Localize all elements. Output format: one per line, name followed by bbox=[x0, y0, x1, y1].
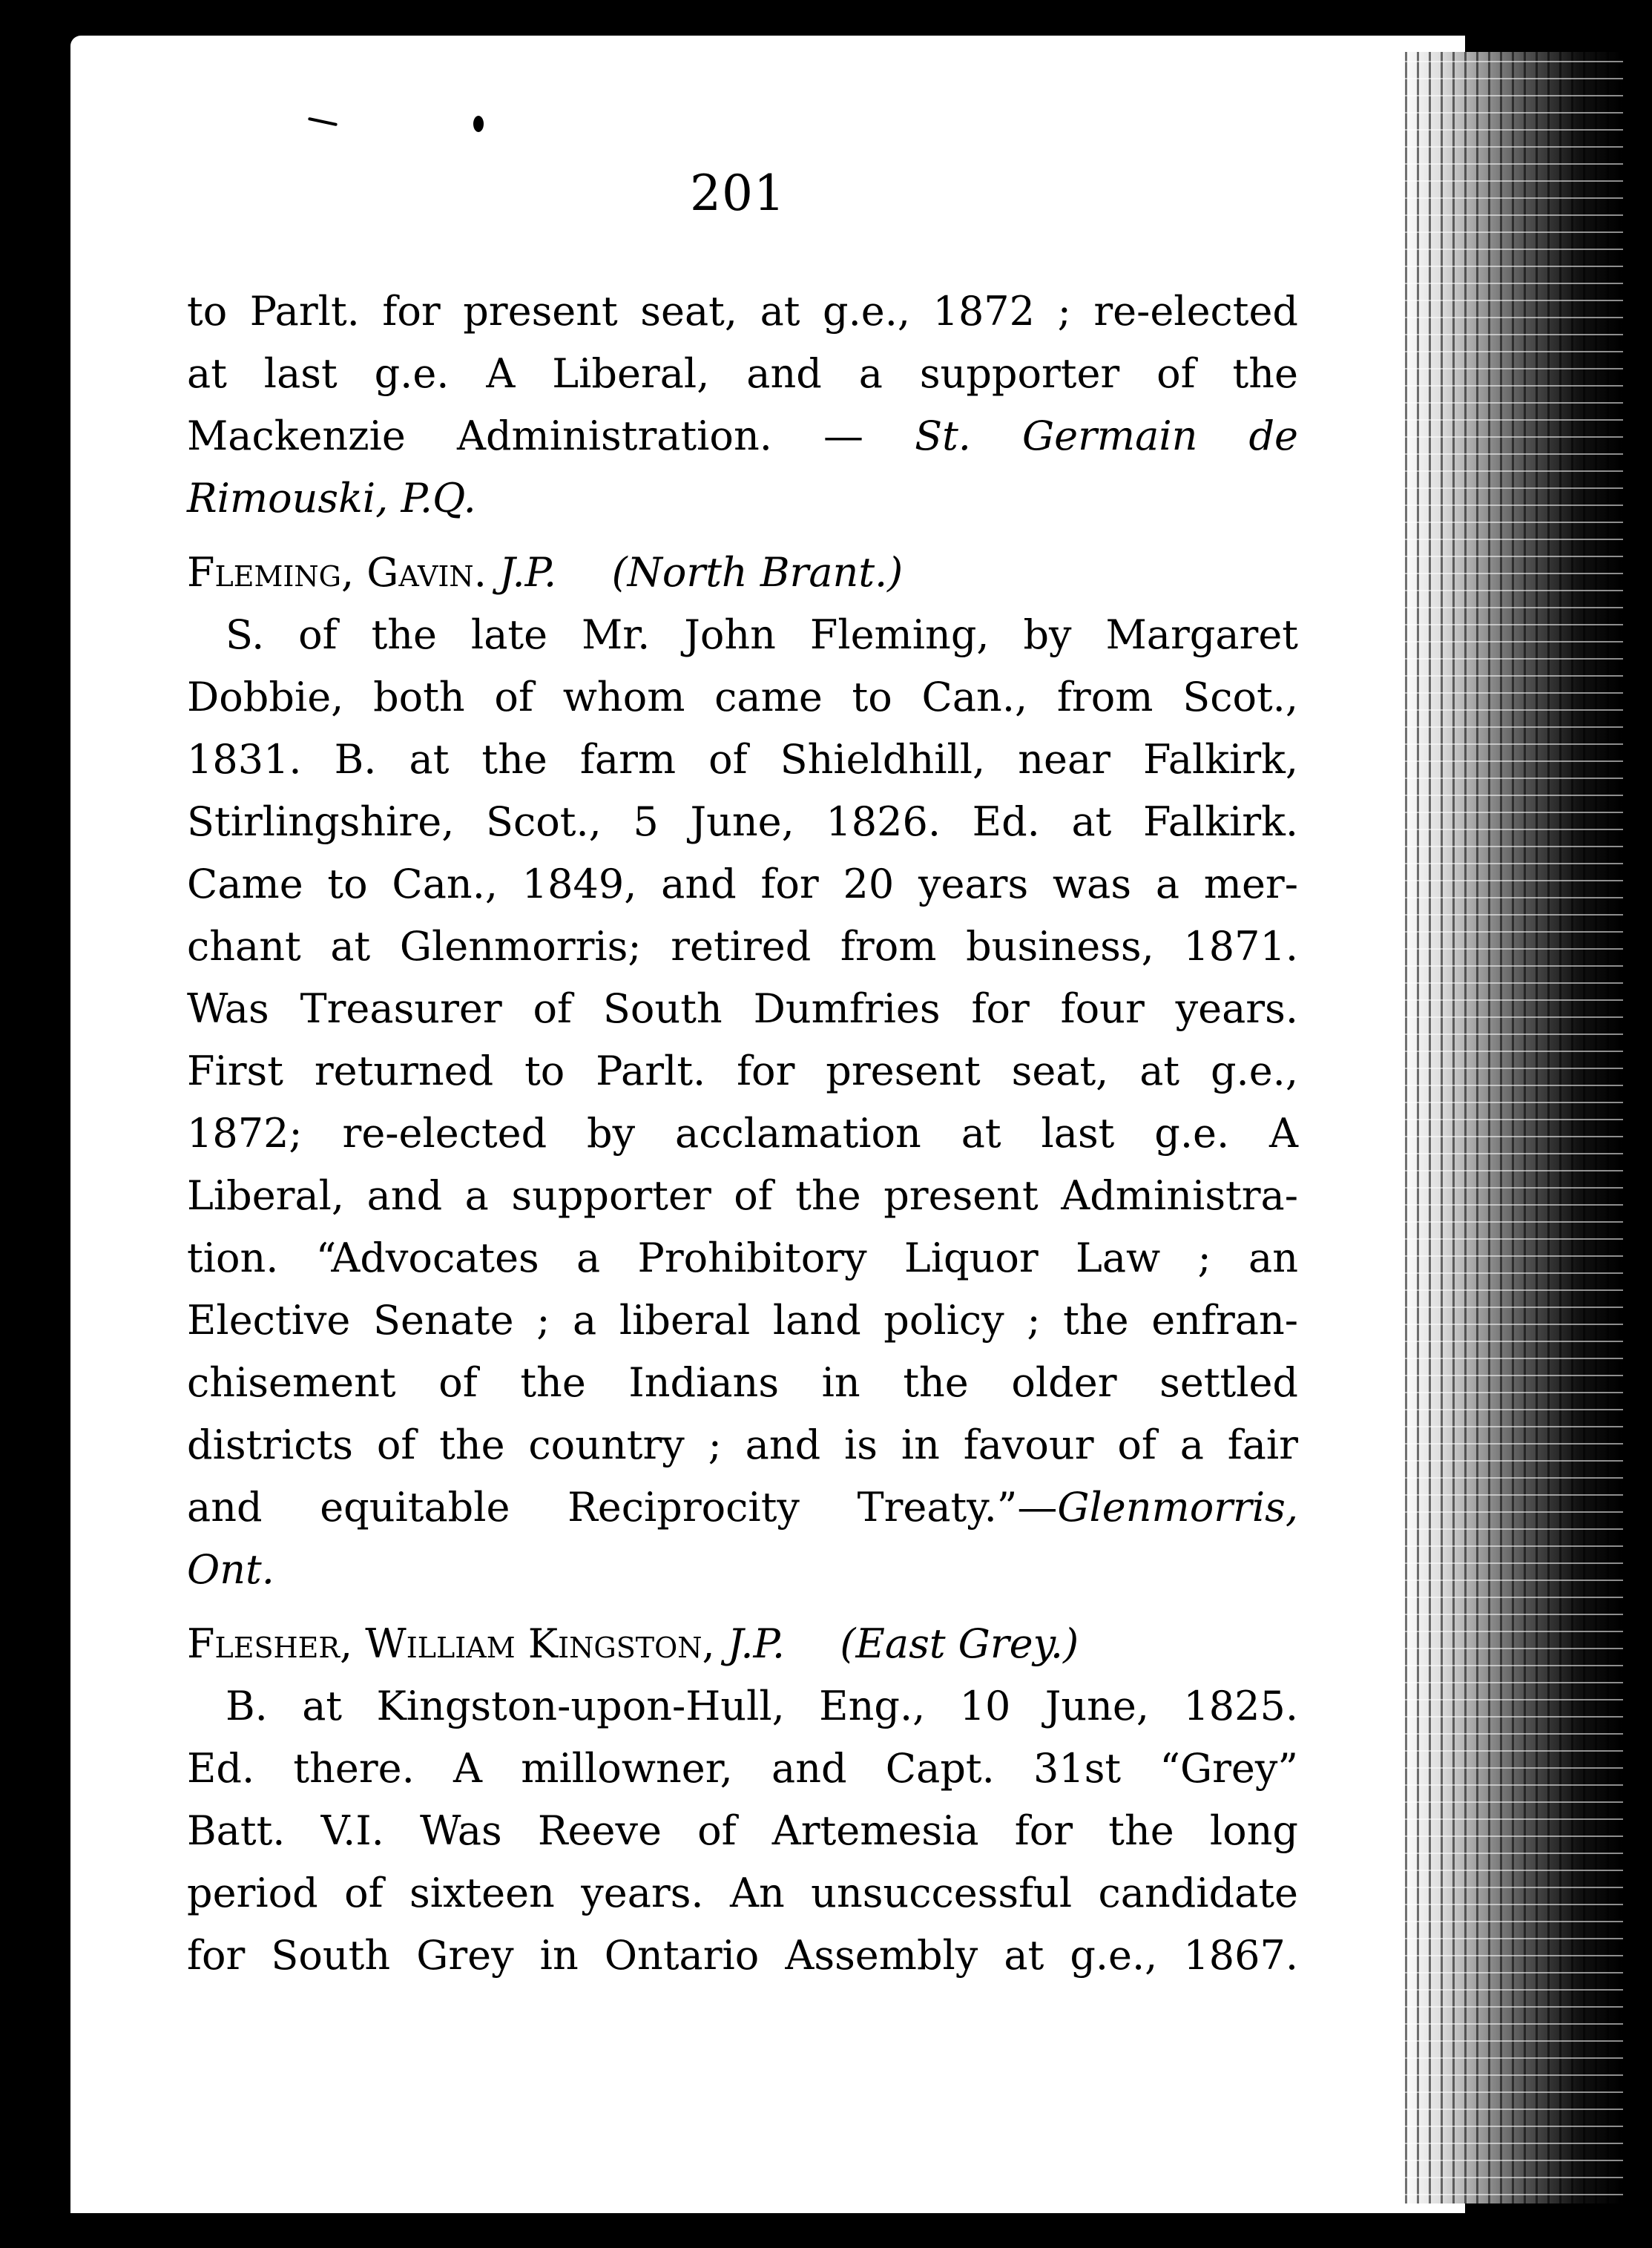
text-line: for South Grey in Ontario Assembly at g.e., 1867. bbox=[187, 1932, 1298, 1979]
entry-heading: Flesher, William Kingston, J.P. (East Grey.) bbox=[187, 1620, 1079, 1667]
text-line: Dobbie, both of whom came to Can., from Scot., bbox=[187, 674, 1298, 720]
text-line bbox=[187, 405, 1298, 467]
page-number: 201 bbox=[690, 165, 786, 222]
entry-name: Fleming, Gavin bbox=[187, 549, 474, 596]
text-line: Liberal, and a supporter of the present Administra- bbox=[187, 1172, 1298, 1219]
text-line: 1831. B. at the farm of Shieldhill, near Falkirk, bbox=[187, 736, 1298, 783]
text-line: chant at Glenmorris; retired from business, 1871. bbox=[187, 923, 1298, 970]
text-line bbox=[187, 1476, 1298, 1539]
text-line: Stirlingshire, Scot., 5 June, 1826. Ed. at Falkirk. bbox=[187, 798, 1298, 845]
text-line: at last g.e. A Liberal, and a supporter of the bbox=[187, 350, 1298, 397]
text-line-roman: Mackenzie Administration. — bbox=[187, 413, 915, 459]
text-line: 1872; re-elected by acclamation at last g.e. A bbox=[187, 1110, 1298, 1157]
text-line: Ed. there. A millowner, and Capt. 31st “Grey” bbox=[187, 1745, 1298, 1792]
text-line: B. at Kingston-upon-Hull, Eng., 10 June, 1825. bbox=[226, 1683, 1298, 1729]
entry-riding: (East Grey.) bbox=[840, 1620, 1079, 1667]
text-line: Came to Can., 1849, and for 20 years was a mer- bbox=[187, 861, 1298, 907]
text-line: districts of the country ; and is in favour of a fair bbox=[187, 1422, 1298, 1468]
entry-riding: (North Brant.) bbox=[611, 549, 904, 596]
text-line: S. of the late Mr. John Fleming, by Margaret bbox=[226, 611, 1298, 658]
place-italic: Glenmorris, bbox=[1057, 1484, 1298, 1531]
text-line: period of sixteen years. An unsuccessful candidate bbox=[187, 1870, 1298, 1916]
text-line: tion. “Advocates a Prohibitory Liquor Law ; an bbox=[187, 1235, 1298, 1281]
ink-speck bbox=[473, 116, 484, 132]
place-italic: Rimouski, P.Q. bbox=[187, 475, 476, 522]
page-body bbox=[187, 280, 1298, 1987]
text-line bbox=[187, 467, 1298, 530]
text-line: chisement of the Indians in the older settled bbox=[187, 1359, 1298, 1406]
text-line: Was Treasurer of South Dumfries for four years. bbox=[187, 985, 1298, 1032]
place-italic: Ont. bbox=[187, 1546, 274, 1593]
text-line bbox=[187, 1539, 1298, 1601]
text-line: First returned to Parlt. for present seat, at g.e., bbox=[187, 1048, 1298, 1094]
entry-heading: Fleming, Gavin. J.P. (North Brant.) bbox=[187, 549, 904, 596]
ink-speck bbox=[9, 486, 15, 490]
page-edge-gutter bbox=[1401, 52, 1623, 2203]
entry-name: Flesher, William Kingston bbox=[187, 1620, 702, 1667]
text-line: Elective Senate ; a liberal land policy ; the enfran- bbox=[187, 1297, 1298, 1344]
text-line: to Parlt. for present seat, at g.e., 1872 ; re-elected bbox=[187, 288, 1298, 335]
entry-title: J.P. bbox=[499, 549, 557, 596]
text-line-italic: St. Germain de bbox=[915, 413, 1298, 459]
entry-title: J.P. bbox=[727, 1620, 786, 1667]
text-line: Batt. V.I. Was Reeve of Artemesia for the long bbox=[187, 1807, 1298, 1854]
text-line-roman: and equitable Reciprocity Treaty.”— bbox=[187, 1484, 1058, 1531]
